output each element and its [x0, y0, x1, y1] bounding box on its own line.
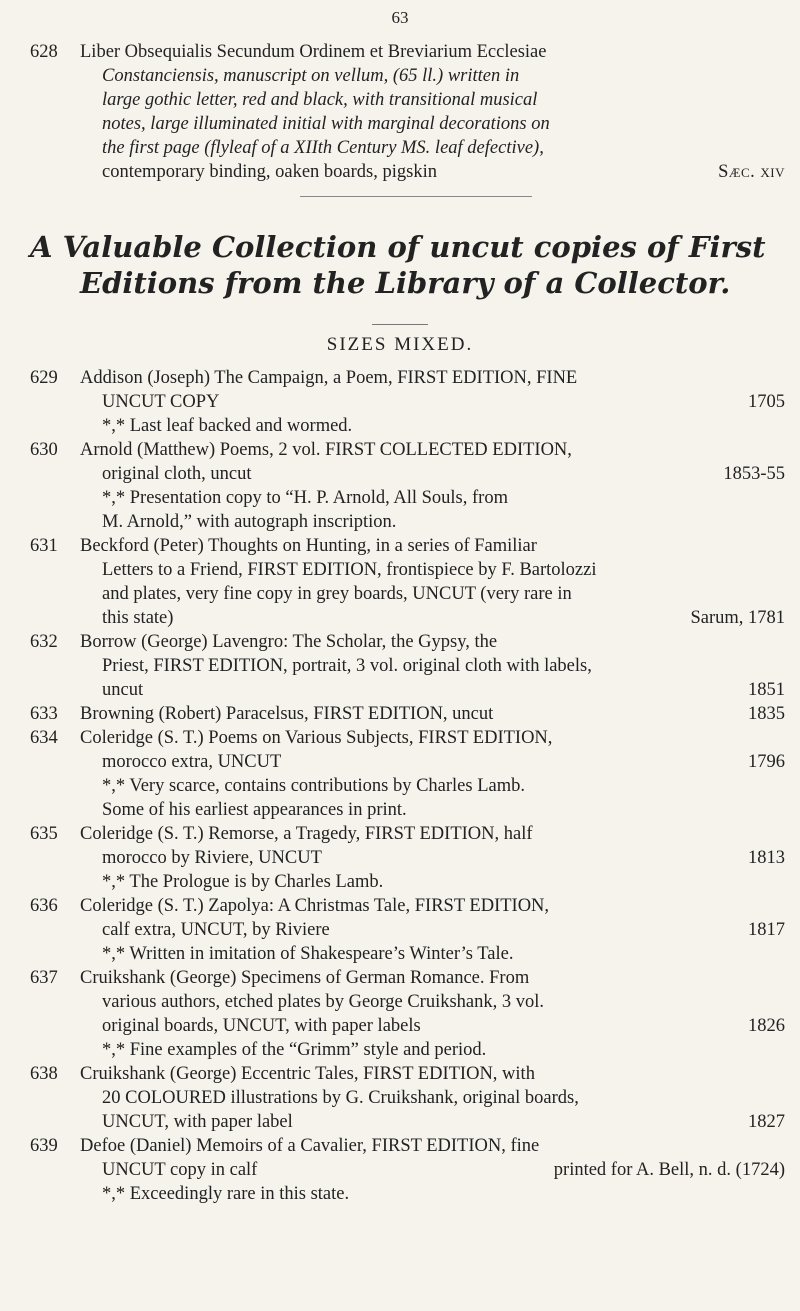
- entry-date: 1835: [748, 704, 785, 724]
- entry-line-text: Coleridge (S. T.) Poems on Various Subjects, FIRST EDITION,: [80, 728, 553, 748]
- entry-line: [80, 822, 785, 846]
- entry-date: 1796: [748, 752, 785, 772]
- entry-line-text: Beckford (Peter) Thoughts on Hunting, in a series of Familiar: [80, 536, 537, 556]
- entry-line-text: *,* Very scarce, contains contributions by Charles Lamb.: [102, 776, 525, 796]
- entry-date: 1827: [748, 1112, 785, 1132]
- entry-line-text: Browning (Robert) Paracelsus, FIRST EDITION, uncut: [80, 704, 494, 724]
- entry-date: Sarum, 1781: [690, 608, 785, 628]
- entry-line: [80, 510, 785, 534]
- entry-line: [80, 918, 785, 942]
- entry-line-text: original boards, UNCUT, with paper labels: [102, 1016, 421, 1036]
- lot-number: 631: [30, 536, 58, 556]
- entry-line-text: morocco by Riviere, UNCUT: [102, 848, 322, 868]
- entry-note: [80, 774, 785, 798]
- lot-number: 638: [30, 1064, 58, 1084]
- lot-number: 635: [30, 824, 58, 844]
- entry-line-text: *,* Last leaf backed and wormed.: [102, 416, 353, 436]
- entry-line-text: *,* Exceedingly rare in this state.: [102, 1184, 350, 1204]
- entry-line: [80, 630, 785, 654]
- entry-line-text: Addison (Joseph) The Campaign, a Poem, FIRST EDITION, FINE: [80, 368, 578, 388]
- entry-line: [80, 798, 785, 822]
- entry-text: [80, 534, 785, 630]
- entry-date: 1817: [748, 920, 785, 940]
- entry-note: [80, 1038, 785, 1062]
- entry-note: [80, 414, 785, 438]
- entry-text: [80, 822, 785, 894]
- lot-number: 636: [30, 896, 58, 916]
- page-number: 63: [391, 8, 409, 27]
- entry-line-text: Borrow (George) Lavengro: The Scholar, the Gypsy, the: [80, 632, 498, 652]
- section-divider: [300, 196, 532, 197]
- entry-date: 1826: [748, 1016, 785, 1036]
- entry-line-text: calf extra, UNCUT, by Riviere: [102, 920, 330, 940]
- lot-number: 629: [30, 368, 58, 388]
- entry-line: [80, 1158, 785, 1182]
- entry-line-text: *,* Presentation copy to “H. P. Arnold, All Souls, from: [102, 488, 508, 508]
- entry-line: [80, 534, 785, 558]
- sizes-note: SIZES MIXED.: [326, 334, 474, 355]
- entry-text: [80, 438, 785, 534]
- entry-line: Constanciensis, manuscript on vellum, (65 ll.) written in: [102, 66, 520, 86]
- lot-number: 633: [30, 704, 58, 724]
- entry-note: [80, 942, 785, 966]
- entry-line-text: Coleridge (S. T.) Zapolya: A Christmas Tale, FIRST EDITION,: [80, 896, 550, 916]
- entry-date: 1813: [748, 848, 785, 868]
- entry-line-text: Arnold (Matthew) Poems, 2 vol. FIRST COLLECTED EDITION,: [80, 440, 572, 460]
- lot-number: 634: [30, 728, 58, 748]
- entry-line-text: *,* The Prologue is by Charles Lamb.: [102, 872, 384, 892]
- entry-line-text: Letters to a Friend, FIRST EDITION, frontispiece by F. Bartolozzi: [102, 560, 597, 580]
- entry-line-text: and plates, very fine copy in grey boards, UNCUT (very rare in: [102, 584, 572, 604]
- lot-number: 637: [30, 968, 58, 988]
- entry-line: [80, 438, 785, 462]
- entry-line: [80, 990, 785, 1014]
- heading-line: A Valuable Collection of uncut copies of First: [30, 230, 766, 264]
- entry-line: notes, large illuminated initial with marginal decorations on: [102, 114, 550, 134]
- entry-line: [80, 582, 785, 606]
- entry-line-text: Cruikshank (George) Specimens of German Romance. From: [80, 968, 530, 988]
- entry-line: [80, 846, 785, 870]
- entry-text: [80, 894, 785, 966]
- entry-line-text: *,* Fine examples of the “Grimm” style and period.: [102, 1040, 487, 1060]
- entry-text: [80, 702, 785, 726]
- entry-date: Sæc. xiv: [718, 162, 785, 182]
- entry-line: [80, 366, 785, 390]
- entry-line: [80, 1134, 785, 1158]
- entry-line-text: M. Arnold,” with autograph inscription.: [102, 512, 397, 532]
- entry-line-text: original cloth, uncut: [102, 464, 252, 484]
- entry-line-text: Cruikshank (George) Eccentric Tales, FIRST EDITION, with: [80, 1064, 535, 1084]
- entry-line: [80, 702, 785, 726]
- entry-line: [80, 390, 785, 414]
- entry-note: [80, 870, 785, 894]
- entry-line-text: various authors, etched plates by George Cruikshank, 3 vol.: [102, 992, 545, 1012]
- lot-number: 632: [30, 632, 58, 652]
- entry-line-text: UNCUT copy in calf: [102, 1160, 258, 1180]
- entry-text: [80, 40, 785, 184]
- entry-line-text: Priest, FIRST EDITION, portrait, 3 vol. original cloth with labels,: [102, 656, 592, 676]
- entry-line-text: uncut: [102, 680, 144, 700]
- entry-line-text: UNCUT COPY: [102, 392, 220, 412]
- lot-number: 639: [30, 1136, 58, 1156]
- entry-line: [80, 1086, 785, 1110]
- entry-line-text: *,* Written in imitation of Shakespeare’s Winter’s Tale.: [102, 944, 514, 964]
- entry-line-text: Coleridge (S. T.) Remorse, a Tragedy, FIRST EDITION, half: [80, 824, 533, 844]
- entry-text: [80, 726, 785, 822]
- entry-line: [80, 966, 785, 990]
- entry-line-text: Defoe (Daniel) Memoirs of a Cavalier, FIRST EDITION, fine: [80, 1136, 540, 1156]
- entry-line: [80, 726, 785, 750]
- entry-note: [80, 486, 785, 510]
- entry-text: [80, 630, 785, 702]
- heading-divider: [372, 324, 428, 325]
- entry-line: [80, 1110, 785, 1134]
- entry-line: [80, 462, 785, 486]
- entry-line: large gothic letter, red and black, with transitional musical: [102, 90, 538, 110]
- entry-line-text: morocco extra, UNCUT: [102, 752, 282, 772]
- entry-line: Liber Obsequialis Secundum Ordinem et Breviarium Ecclesiae: [80, 42, 547, 62]
- entry-text: [80, 1062, 785, 1134]
- entry-line-text: Some of his earliest appearances in print.: [102, 800, 407, 820]
- entry-line: [80, 606, 785, 630]
- entry-text: [80, 366, 785, 438]
- entry-line-text: contemporary binding, oaken boards, pigskin: [102, 162, 437, 182]
- lot-number: 628: [30, 42, 58, 62]
- entry-date: 1705: [748, 392, 785, 412]
- entry-line: [80, 678, 785, 702]
- entry-line: [80, 1062, 785, 1086]
- lot-number: 630: [30, 440, 58, 460]
- entry-date: 1851: [748, 680, 785, 700]
- entry-line: [80, 654, 785, 678]
- entry-text: [80, 966, 785, 1062]
- entry-line: [80, 750, 785, 774]
- entry-line-text: UNCUT, with paper label: [102, 1112, 293, 1132]
- entry-date: printed for A. Bell, n. d. (1724): [553, 1160, 785, 1180]
- entry-line: [80, 1014, 785, 1038]
- entry-line: the first page (flyleaf of a XIIth Century MS. leaf defective),: [102, 138, 544, 158]
- entry-date: 1853-55: [723, 464, 785, 484]
- heading-line: Editions from the Library of a Collector.: [80, 266, 731, 300]
- entry-line: [80, 894, 785, 918]
- entry-line-text: this state): [102, 608, 174, 628]
- entry-line-text: 20 COLOURED illustrations by G. Cruikshank, original boards,: [102, 1088, 579, 1108]
- entry-line: [80, 558, 785, 582]
- entry-note: [80, 1182, 785, 1206]
- entry-text: [80, 1134, 785, 1206]
- entry-line: [80, 160, 785, 184]
